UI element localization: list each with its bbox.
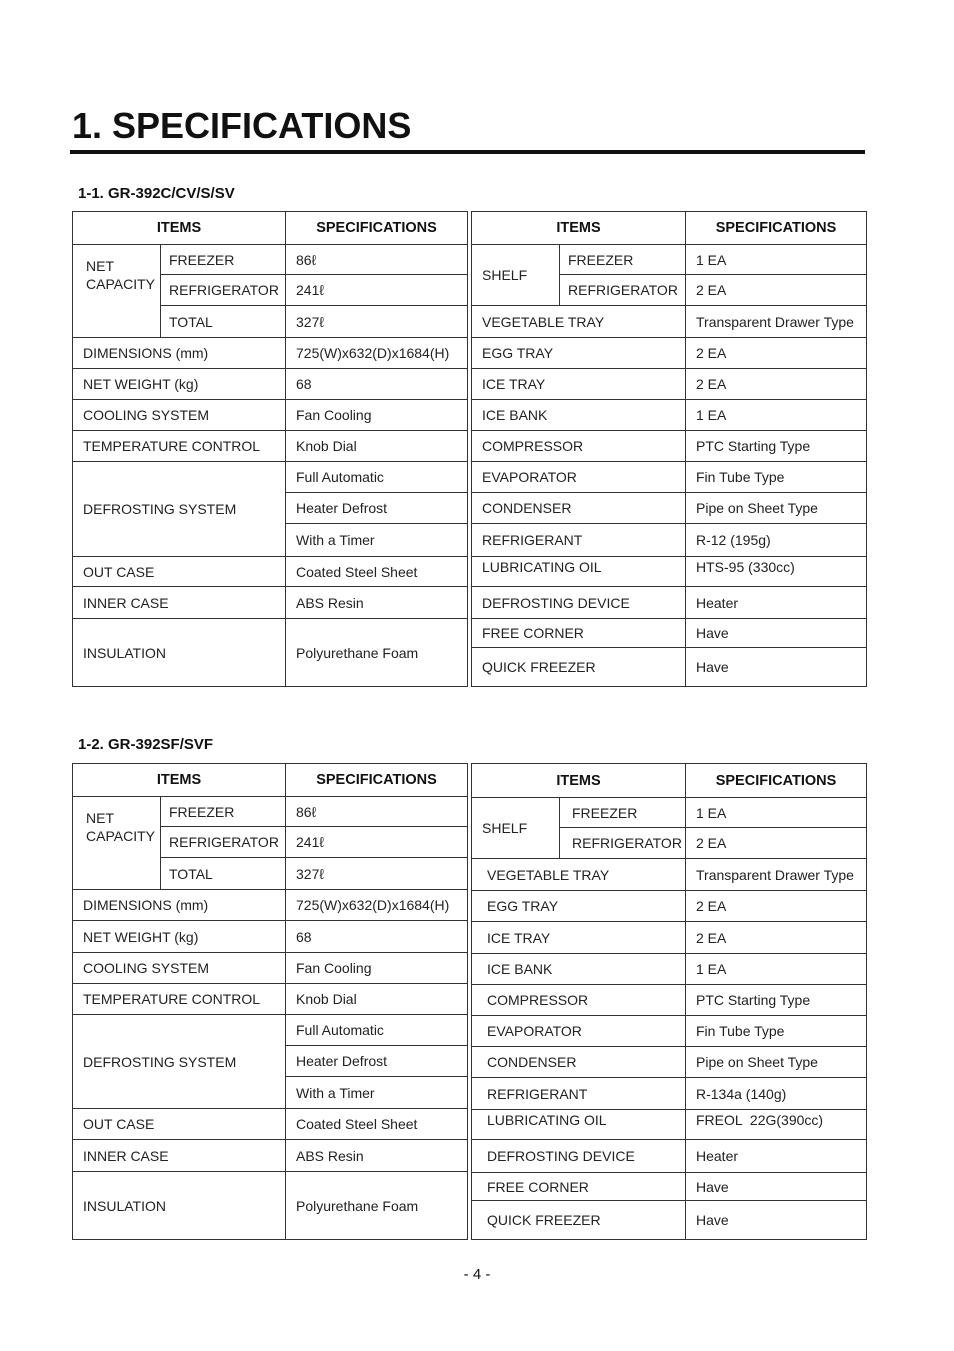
spec-header: SPECIFICATIONS <box>286 212 468 245</box>
compressor-value: PTC Starting Type <box>686 431 867 462</box>
section-2-right-table <box>471 763 867 1240</box>
insulation-value: Polyurethane Foam <box>286 619 468 687</box>
free-corner-value: Have <box>686 1173 867 1201</box>
page-title: 1. SPECIFICATIONS <box>72 105 412 146</box>
shelf-freezer-label: FREEZER <box>560 245 686 275</box>
refrigerant-value: R-134a (140g) <box>686 1078 867 1110</box>
evaporator-value: Fin Tube Type <box>686 1016 867 1047</box>
egg-tray-label: EGG TRAY <box>472 338 686 369</box>
vegetable-tray-value: Transparent Drawer Type <box>686 859 867 891</box>
lubricating-oil-value: FREOL 22G(390cc) <box>686 1110 867 1140</box>
total-value: 327ℓ <box>286 306 468 338</box>
spec-header: SPECIFICATIONS <box>686 212 867 245</box>
cooling-system-value: Fan Cooling <box>286 400 468 431</box>
out-case-value: Coated Steel Sheet <box>286 557 468 587</box>
insulation-label: INSULATION <box>73 619 286 687</box>
inner-case-label: INNER CASE <box>73 1140 286 1172</box>
insulation-label: INSULATION <box>73 1172 286 1240</box>
inner-case-value: ABS Resin <box>286 587 468 619</box>
items-header: ITEMS <box>73 212 286 245</box>
egg-tray-label: EGG TRAY <box>472 891 686 922</box>
net-capacity-label: NET CAPACITY <box>73 245 161 306</box>
net-weight-value: 68 <box>286 921 468 953</box>
refrigerator-value: 241ℓ <box>286 827 468 858</box>
total-value: 327ℓ <box>286 858 468 890</box>
lubricating-oil-value: HTS-95 (330cc) <box>686 557 867 587</box>
ice-bank-value: 1 EA <box>686 400 867 431</box>
items-header: ITEMS <box>73 764 286 797</box>
temperature-control-label: TEMPERATURE CONTROL <box>73 431 286 462</box>
total-label: TOTAL <box>161 306 286 338</box>
defrosting-value-1: Full Automatic <box>286 1015 468 1046</box>
compressor-label: COMPRESSOR <box>472 985 686 1016</box>
dimensions-label: DIMENSIONS (mm) <box>73 890 286 921</box>
defrosting-value-2: Heater Defrost <box>286 1046 468 1077</box>
shelf-refrigerator-label: REFRIGERATOR <box>560 275 686 306</box>
defrosting-device-value: Heater <box>686 1140 867 1173</box>
ice-bank-label: ICE BANK <box>472 400 686 431</box>
section-1-left-table <box>72 211 468 687</box>
egg-tray-value: 2 EA <box>686 338 867 369</box>
total-label: TOTAL <box>161 858 286 890</box>
refrigerator-label: REFRIGERATOR <box>161 275 286 306</box>
quick-freezer-label: QUICK FREEZER <box>472 648 686 687</box>
ice-tray-value: 2 EA <box>686 369 867 400</box>
quick-freezer-value: Have <box>686 1201 867 1240</box>
defrosting-value-1: Full Automatic <box>286 462 468 493</box>
section-2-subtitle: 1-2. GR-392SF/SVF <box>78 736 214 753</box>
ice-bank-label: ICE BANK <box>472 954 686 985</box>
shelf-refrigerator-value: 2 EA <box>686 828 867 859</box>
shelf-freezer-value: 1 EA <box>686 798 867 828</box>
dimensions-value: 725(W)x632(D)x1684(H) <box>286 890 468 921</box>
defrosting-device-label: DEFROSTING DEVICE <box>472 1140 686 1173</box>
shelf-label: SHELF <box>472 245 560 306</box>
title-rule <box>70 150 865 154</box>
defrosting-value-3: With a Timer <box>286 1077 468 1109</box>
ice-tray-label: ICE TRAY <box>472 922 686 954</box>
items-header: ITEMS <box>472 212 686 245</box>
ice-tray-label: ICE TRAY <box>472 369 686 400</box>
free-corner-label: FREE CORNER <box>472 1173 686 1201</box>
lubricating-oil-label: LUBRICATING OIL <box>472 557 686 587</box>
items-header: ITEMS <box>472 764 686 798</box>
vegetable-tray-label: VEGETABLE TRAY <box>472 306 686 338</box>
net-weight-label: NET WEIGHT (kg) <box>73 369 286 400</box>
refrigerant-label: REFRIGERANT <box>472 1078 686 1110</box>
evaporator-value: Fin Tube Type <box>686 462 867 493</box>
freezer-label: FREEZER <box>161 245 286 275</box>
cooling-system-label: COOLING SYSTEM <box>73 400 286 431</box>
shelf-refrigerator-label: REFRIGERATOR <box>560 828 686 859</box>
page-number: - 4 - <box>463 1266 491 1283</box>
section-2-left-table <box>72 763 468 1240</box>
section-1-subtitle: 1-1. GR-392C/CV/S/SV <box>78 185 235 202</box>
out-case-label: OUT CASE <box>73 1109 286 1140</box>
shelf-freezer-label: FREEZER <box>560 798 686 828</box>
free-corner-value: Have <box>686 619 867 648</box>
section-1-right-table <box>471 211 867 687</box>
refrigerator-value: 241ℓ <box>286 275 468 306</box>
evaporator-label: EVAPORATOR <box>472 462 686 493</box>
net-capacity-label: NET CAPACITY <box>73 797 161 858</box>
freezer-label: FREEZER <box>161 797 286 827</box>
compressor-label: COMPRESSOR <box>472 431 686 462</box>
condenser-label: CONDENSER <box>472 493 686 524</box>
inner-case-label: INNER CASE <box>73 587 286 619</box>
ice-tray-value: 2 EA <box>686 922 867 954</box>
temperature-control-label: TEMPERATURE CONTROL <box>73 984 286 1015</box>
condenser-value: Pipe on Sheet Type <box>686 493 867 524</box>
refrigerant-label: REFRIGERANT <box>472 524 686 557</box>
shelf-label: SHELF <box>472 798 560 859</box>
spec-header: SPECIFICATIONS <box>686 764 867 798</box>
temperature-control-value: Knob Dial <box>286 431 468 462</box>
vegetable-tray-value: Transparent Drawer Type <box>686 306 867 338</box>
quick-freezer-label: QUICK FREEZER <box>472 1201 686 1240</box>
evaporator-label: EVAPORATOR <box>472 1016 686 1047</box>
net-weight-value: 68 <box>286 369 468 400</box>
defrosting-device-label: DEFROSTING DEVICE <box>472 587 686 619</box>
net-capacity-filler <box>73 306 161 338</box>
condenser-label: CONDENSER <box>472 1047 686 1078</box>
defrosting-value-2: Heater Defrost <box>286 493 468 524</box>
compressor-value: PTC Starting Type <box>686 985 867 1016</box>
defrosting-system-label: DEFROSTING SYSTEM <box>73 462 286 557</box>
net-capacity-filler <box>73 858 161 890</box>
dimensions-value: 725(W)x632(D)x1684(H) <box>286 338 468 369</box>
cooling-system-value: Fan Cooling <box>286 953 468 984</box>
free-corner-label: FREE CORNER <box>472 619 686 648</box>
temperature-control-value: Knob Dial <box>286 984 468 1015</box>
shelf-refrigerator-value: 2 EA <box>686 275 867 306</box>
inner-case-value: ABS Resin <box>286 1140 468 1172</box>
out-case-label: OUT CASE <box>73 557 286 587</box>
defrosting-device-value: Heater <box>686 587 867 619</box>
quick-freezer-value: Have <box>686 648 867 687</box>
spec-header: SPECIFICATIONS <box>286 764 468 797</box>
net-weight-label: NET WEIGHT (kg) <box>73 921 286 953</box>
vegetable-tray-label: VEGETABLE TRAY <box>472 859 686 891</box>
egg-tray-value: 2 EA <box>686 891 867 922</box>
freezer-value: 86ℓ <box>286 797 468 827</box>
refrigerant-value: R-12 (195g) <box>686 524 867 557</box>
lubricating-oil-label: LUBRICATING OIL <box>472 1110 686 1140</box>
shelf-freezer-value: 1 EA <box>686 245 867 275</box>
out-case-value: Coated Steel Sheet <box>286 1109 468 1140</box>
defrosting-system-label: DEFROSTING SYSTEM <box>73 1015 286 1109</box>
ice-bank-value: 1 EA <box>686 954 867 985</box>
refrigerator-label: REFRIGERATOR <box>161 827 286 858</box>
condenser-value: Pipe on Sheet Type <box>686 1047 867 1078</box>
defrosting-value-3: With a Timer <box>286 524 468 557</box>
insulation-value: Polyurethane Foam <box>286 1172 468 1240</box>
cooling-system-label: COOLING SYSTEM <box>73 953 286 984</box>
dimensions-label: DIMENSIONS (mm) <box>73 338 286 369</box>
freezer-value: 86ℓ <box>286 245 468 275</box>
